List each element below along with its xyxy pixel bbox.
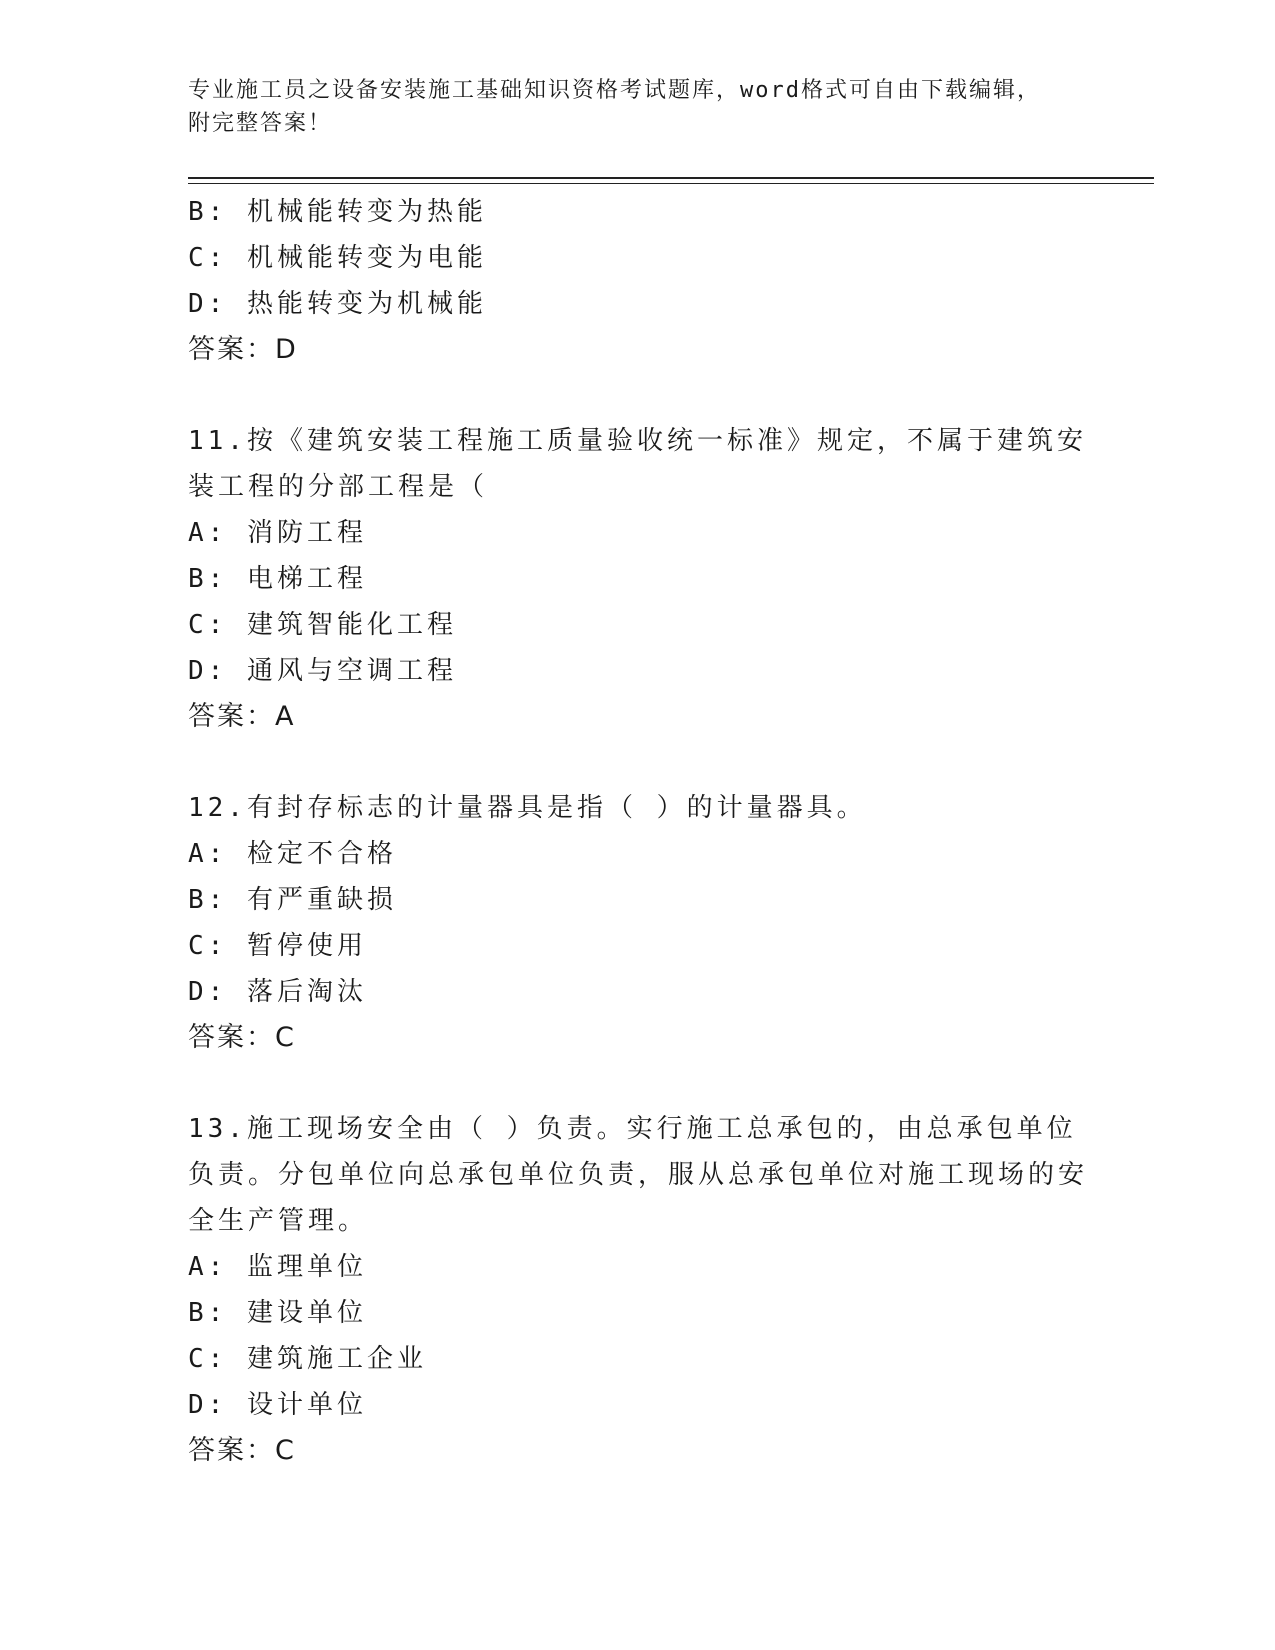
header-line-1: 专业施工员之设备安装施工基础知识资格考试题库，word格式可自由下载编辑， — [188, 78, 1041, 103]
question-12 — [188, 785, 1088, 1061]
question-text: 11.按《建筑安装工程施工质量验收统一标准》规定，不属于建筑安装工程的分部工程是（ — [188, 426, 1087, 502]
option-a: A: 检定不合格 — [188, 839, 397, 869]
option-a: A: 消防工程 — [188, 518, 367, 548]
header-line-2: 附完整答案！ — [188, 111, 333, 136]
answer-line: 答案：D — [188, 334, 298, 365]
header-divider-thin — [188, 183, 1154, 184]
option-c: C: 建筑施工企业 — [188, 1344, 427, 1374]
header-divider-thick — [188, 177, 1154, 179]
option-c: C: 机械能转变为电能 — [188, 243, 487, 273]
option-d: D: 热能转变为机械能 — [188, 289, 487, 319]
option-d: D: 落后淘汰 — [188, 977, 367, 1007]
option-b: B: 电梯工程 — [188, 564, 367, 594]
document-header — [188, 74, 1088, 140]
question-13 — [188, 1106, 1088, 1474]
question-list — [188, 189, 1088, 1474]
option-b: B: 建设单位 — [188, 1298, 367, 1328]
question-text: 13.施工现场安全由（ ）负责。实行施工总承包的，由总承包单位负责。分包单位向总承包单位负责，服从总承包单位对施工现场的安全生产管理。 — [188, 1114, 1089, 1236]
question-11 — [188, 418, 1088, 740]
question-10-continuation — [188, 189, 1088, 373]
option-d: D: 设计单位 — [188, 1390, 367, 1420]
option-c: C: 暂停使用 — [188, 931, 367, 961]
answer-line: 答案：A — [188, 701, 296, 732]
answer-line: 答案：C — [188, 1022, 296, 1053]
option-a: A: 监理单位 — [188, 1252, 367, 1282]
option-c: C: 建筑智能化工程 — [188, 610, 457, 640]
option-b: B: 有严重缺损 — [188, 885, 397, 915]
option-d: D: 通风与空调工程 — [188, 656, 457, 686]
option-b: B: 机械能转变为热能 — [188, 197, 487, 227]
question-text: 12.有封存标志的计量器具是指（ ）的计量器具。 — [188, 793, 867, 823]
answer-line: 答案：C — [188, 1435, 296, 1466]
